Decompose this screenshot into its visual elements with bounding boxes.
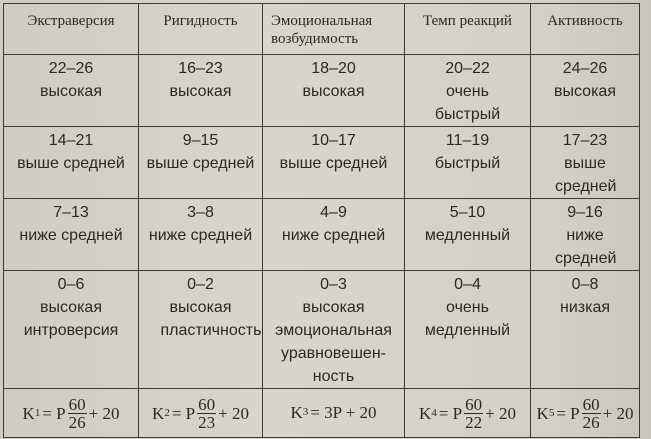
fraction-denominator: 23 <box>198 412 216 432</box>
cell-range: 0–6 <box>57 276 85 293</box>
formula-symbol: K <box>22 403 35 423</box>
table-cell <box>263 271 405 389</box>
fraction-numerator: 60 <box>582 394 600 414</box>
header-activity: Активность <box>531 4 640 55</box>
cell-label: ниже средней <box>555 227 617 267</box>
cell-label: выше средней <box>146 155 255 172</box>
formula-cell <box>4 389 139 438</box>
header-rigidity: Ригидность <box>139 4 263 55</box>
formula-fraction <box>582 396 601 431</box>
formula-equals: = P <box>556 403 580 423</box>
cell-range: 5–10 <box>449 204 486 221</box>
cell-label: выше средней <box>555 155 617 195</box>
formula-index: 5 <box>548 406 555 419</box>
cell-label: высокая эмоциональная уравновешен-ность <box>275 299 392 385</box>
cell-label: быстрый <box>434 155 501 172</box>
formula-fraction <box>464 396 483 431</box>
formula-tail: + 20 <box>485 403 516 423</box>
table-cell <box>4 55 139 127</box>
formula-index: 4 <box>431 406 437 419</box>
cell-label: медленный <box>424 227 511 244</box>
formula-cell <box>263 389 405 438</box>
formula-row <box>4 389 640 438</box>
header-extraversion: Экстраверсия <box>4 4 139 55</box>
cell-label: ниже средней <box>148 227 253 244</box>
formula-equals: = P <box>171 403 196 423</box>
cell-range: 22–26 <box>48 60 94 77</box>
cell-range: 0–2 <box>187 276 214 293</box>
formula-symbol: K <box>419 403 432 423</box>
table-row <box>4 127 640 199</box>
table-cell <box>139 55 263 127</box>
formula-equals: = P <box>438 403 463 423</box>
cell-range: 9–16 <box>567 204 603 221</box>
fraction-denominator: 26 <box>582 412 600 432</box>
table-row <box>4 271 640 389</box>
formula-index: 3 <box>302 406 309 418</box>
table-cell <box>405 127 531 199</box>
formula-k2 <box>152 396 249 431</box>
formula-symbol: K <box>152 403 165 423</box>
table-cell <box>531 271 640 389</box>
table-cell <box>263 127 405 199</box>
formula-equals: = P <box>42 403 66 423</box>
table-row <box>4 55 640 127</box>
table-cell <box>263 55 405 127</box>
table-cell <box>531 199 640 271</box>
cell-range: 14–21 <box>48 132 94 149</box>
cell-range: 16–23 <box>178 60 223 77</box>
formula-cell <box>405 389 531 438</box>
cell-range: 0–3 <box>320 276 347 293</box>
cell-range: 9–15 <box>182 132 219 149</box>
cell-range: 7–13 <box>53 204 89 221</box>
cell-range: 3–8 <box>187 204 214 221</box>
cell-label: выше средней <box>17 155 125 172</box>
cell-label: высокая <box>554 83 616 100</box>
table-cell <box>4 199 139 271</box>
formula-cell <box>139 389 263 438</box>
table-cell <box>4 127 139 199</box>
formula-fraction <box>68 396 87 431</box>
table-cell <box>139 271 263 389</box>
formula-fraction <box>197 396 216 431</box>
cell-label: высокая интроверсия <box>23 299 119 339</box>
cell-label: ниже средней <box>281 227 386 244</box>
cell-label: очень медленный <box>424 299 511 339</box>
fraction-numerator: 60 <box>68 394 86 414</box>
cell-label: выше средней <box>279 155 388 172</box>
formula-tail: + 20 <box>218 403 249 423</box>
fraction-denominator: 22 <box>465 412 483 432</box>
cell-range: 17–23 <box>562 132 608 149</box>
table-cell <box>405 271 531 389</box>
formula-symbol: K <box>536 403 549 423</box>
formula-symbol: K <box>290 403 303 422</box>
table-row <box>4 199 640 271</box>
formula-index: 1 <box>34 406 41 419</box>
table-cell <box>139 127 263 199</box>
cell-range: 24–26 <box>562 60 608 77</box>
formula-k4 <box>419 396 516 431</box>
table-cell <box>405 55 531 127</box>
cell-range: 11–19 <box>445 132 490 149</box>
formula-k1 <box>23 396 120 431</box>
formula-equals: = 3P + 20 <box>310 403 377 422</box>
header-row <box>4 4 640 55</box>
fraction-denominator: 26 <box>68 412 86 432</box>
table-cell <box>531 127 640 199</box>
fraction-numerator: 60 <box>465 394 483 414</box>
cell-label: низкая <box>559 299 611 316</box>
header-emotional-excitability: Эмоциональная возбудимость <box>263 4 405 55</box>
formula-k5 <box>537 396 634 431</box>
cell-range: 0–4 <box>454 276 481 293</box>
fraction-numerator: 60 <box>198 394 216 414</box>
cell-label: высокая <box>40 83 102 100</box>
formula-index: 2 <box>164 406 170 419</box>
cell-label: ниже средней <box>19 227 123 244</box>
table-cell <box>531 55 640 127</box>
cell-label: высокая <box>302 83 365 100</box>
cell-range: 10–17 <box>311 132 356 149</box>
cell-range: 0–8 <box>571 276 599 293</box>
cell-label: очень быстрый <box>434 83 501 123</box>
cell-range: 18–20 <box>311 60 356 77</box>
table-cell <box>139 199 263 271</box>
table-cell <box>405 199 531 271</box>
cell-label: высокая <box>169 83 232 100</box>
cell-range: 20–22 <box>445 60 490 77</box>
cell-label: высокая пластичность <box>160 299 262 339</box>
cell-range: 4–9 <box>320 204 347 221</box>
formula-k3 <box>290 401 376 424</box>
formula-tail: + 20 <box>602 403 634 423</box>
table-cell <box>263 199 405 271</box>
header-reaction-tempo: Темп реакций <box>405 4 531 55</box>
formula-cell <box>531 389 640 438</box>
temperament-table <box>3 3 640 438</box>
table-cell <box>4 271 139 389</box>
formula-tail: + 20 <box>88 403 120 423</box>
